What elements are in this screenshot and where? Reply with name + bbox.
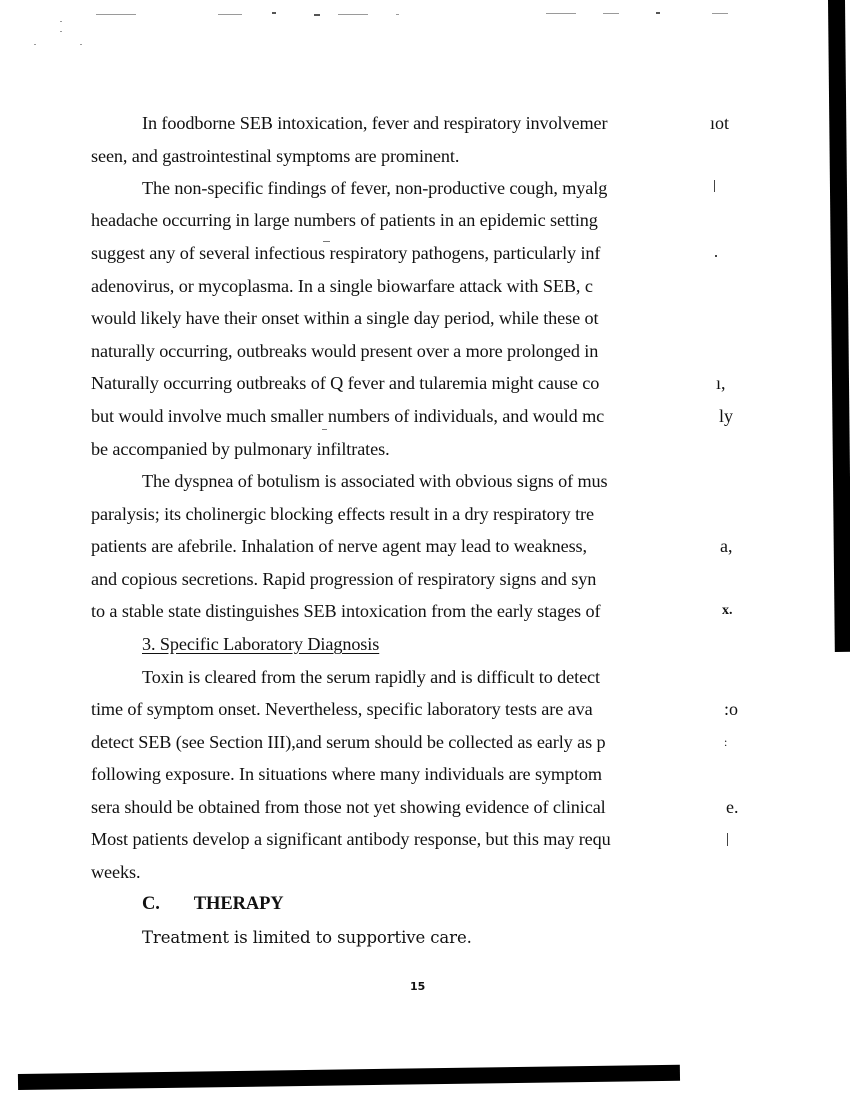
text-line: following exposure. In situations where many individuals are symptom (91, 764, 602, 784)
scan-speck (727, 833, 728, 846)
margin-fragment: ıot (710, 113, 730, 133)
margin-fragment: ly (719, 406, 734, 426)
margin-fragment: a, (720, 536, 733, 556)
scan-edge-bar-bottom (18, 1065, 680, 1090)
text-line: patients are afebrile. Inhalation of nerve agent may lead to weakness, (91, 536, 587, 556)
text-line: Most patients develop a significant antibody response, but this may requ (91, 829, 611, 849)
scan-speck (715, 255, 717, 257)
text-line: seen, and gastrointestinal symptoms are prominent. (91, 146, 460, 166)
text-line: and copious secretions. Rapid progression of respiratory signs and syn (91, 569, 597, 589)
text-line: time of symptom onset. Nevertheless, specific laboratory tests are ava (91, 699, 593, 719)
text-line: but would involve much smaller numbers of individuals, and would mc (91, 406, 605, 426)
margin-fragment: :o (724, 699, 739, 719)
section-c-letter: C. (142, 894, 160, 914)
scan-speck (338, 14, 368, 15)
text-line: Toxin is cleared from the serum rapidly and is difficult to detect (142, 667, 600, 687)
text-line: headache occurring in large numbers of patients in an epidemic setting (91, 210, 598, 230)
text-line: suggest any of several infectious respiratory pathogens, particularly inf (91, 243, 601, 263)
scan-speck (714, 180, 715, 192)
scan-speck (656, 12, 660, 14)
text-line: The non-specific findings of fever, non-productive cough, myalg (142, 178, 608, 198)
page-number: 15 (410, 980, 426, 993)
scan-speck (603, 13, 619, 14)
scan-speck (314, 14, 320, 16)
text-line: paralysis; its cholinergic blocking effects result in a dry respiratory tre (91, 504, 594, 524)
section-c-title: THERAPY (193, 894, 284, 914)
text-line: to a stable state distinguishes SEB intoxication from the early stages of (91, 601, 601, 621)
scan-speck (60, 21, 62, 22)
margin-fragment: ı, (716, 373, 726, 393)
text-line: In foodborne SEB intoxication, fever and respiratory involvemer (142, 113, 608, 133)
scan-speck (272, 12, 276, 14)
scan-speck (60, 31, 62, 32)
text-line: Naturally occurring outbreaks of Q fever and tularemia might cause co (91, 373, 600, 393)
scan-speck (546, 13, 576, 14)
margin-fragment: x. (722, 603, 733, 618)
text-line: Treatment is limited to supportive care. (142, 928, 472, 947)
text-line: The dyspnea of botulism is associated with obvious signs of mus (142, 471, 608, 491)
scan-speck (80, 44, 82, 45)
scan-speck (712, 13, 728, 14)
margin-fragment: e. (726, 797, 739, 817)
text-line: weeks. (91, 862, 141, 882)
text-line: naturally occurring, outbreaks would present over a more prolonged in (91, 341, 599, 361)
scan-speck (323, 241, 330, 242)
scan-speck (218, 14, 242, 15)
section-heading: 3. Specific Laboratory Diagnosis (142, 634, 380, 654)
scan-speck (322, 429, 327, 430)
scan-speck (96, 14, 136, 15)
text-line: would likely have their onset within a single day period, while these ot (91, 308, 599, 328)
scan-speck (396, 14, 399, 15)
text-line: be accompanied by pulmonary infiltrates. (91, 439, 390, 459)
text-line: sera should be obtained from those not yet showing evidence of clinical (91, 797, 606, 817)
section-c-heading (142, 893, 284, 915)
scan-speck (34, 44, 36, 45)
margin-fragment: : (724, 735, 728, 749)
scan-edge-bar-right (828, 0, 850, 652)
text-line: detect SEB (see Section III),and serum should be collected as early as p (91, 732, 606, 752)
text-line: adenovirus, or mycoplasma. In a single biowarfare attack with SEB, c (91, 276, 593, 296)
